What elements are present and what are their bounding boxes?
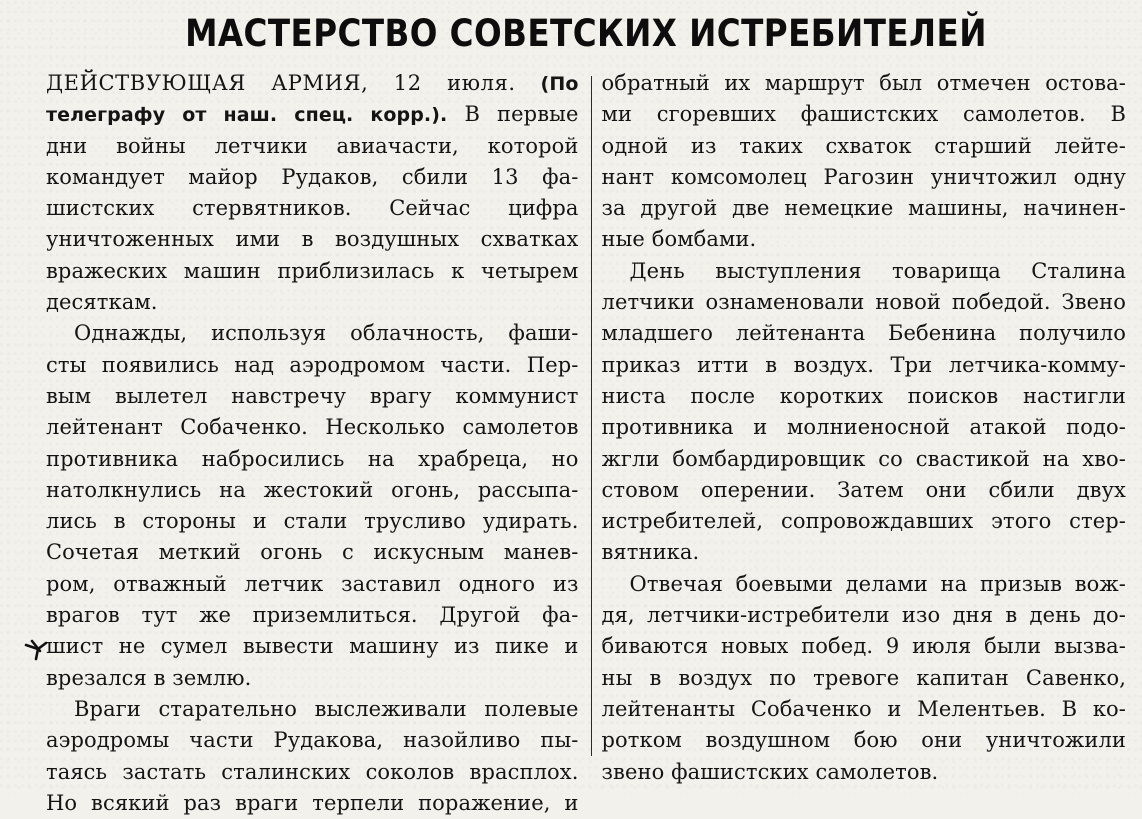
text-line: таясь застать сталинских соколов врасплох. bbox=[46, 759, 579, 784]
right-column bbox=[592, 68, 1127, 819]
text-line: вражеских машин приблизилась к четырем bbox=[46, 258, 579, 283]
text-line: десяткам. bbox=[46, 290, 158, 315]
text-line: сты появились над аэродромом части. Пер- bbox=[46, 352, 579, 377]
text-line: жгли бомбардировщик со свастикой на хво- bbox=[601, 446, 1126, 471]
text-line: шистских стервятников. Сейчас цифра bbox=[46, 196, 579, 221]
text-line: врезался в землю. bbox=[46, 665, 252, 690]
text-line: Отвечая боевыми делами на призыв вож- bbox=[629, 571, 1126, 596]
text-line: День выступления товарища Сталина bbox=[629, 258, 1126, 283]
dateline-source-end: телеграфу от наш. спец. корр.). bbox=[46, 104, 448, 127]
text-line: ми сгоревших фашистских самолетов. В bbox=[601, 102, 1126, 127]
text-line: противника набросились на храбреца, но bbox=[46, 446, 579, 471]
dateline-place: ДЕЙСТВУЮЩАЯ АРМИЯ, 12 июля. bbox=[46, 71, 516, 95]
headline: МАСТЕРСТВО СОВЕТСКИХ ИСТРЕБИТЕЛЕЙ bbox=[185, 12, 987, 55]
text-line: младшего лейтенанта Бебенина получило bbox=[601, 321, 1126, 346]
text-line: биваются новых побед. 9 июля были вызва- bbox=[601, 634, 1126, 659]
text-line: аэродромы части Рудакова, назойливо пы- bbox=[46, 728, 579, 753]
text-line: обратный их маршрут был отмечен остова- bbox=[601, 71, 1126, 95]
text-line: уничтоженных ими в воздушных схватках bbox=[46, 227, 579, 252]
text-line: одной из таких схваток старший лейте- bbox=[601, 133, 1126, 158]
text-line: Но всякий раз враги терпели поражение, и bbox=[46, 790, 579, 815]
text-line: натолкнулись на жестокий огонь, рассыпа- bbox=[46, 477, 579, 502]
text-line: за другой две немецкие машины, начинен- bbox=[601, 196, 1126, 221]
text-line: лись в стороны и стали трусливо удирать. bbox=[46, 509, 579, 534]
text-line: Однажды, используя облачность, фаши- bbox=[74, 321, 579, 346]
text-line: летчики ознаменовали новой победой. Звено bbox=[601, 290, 1126, 315]
text-line: стовом оперении. Затем они сбили двух bbox=[601, 477, 1126, 502]
text-line: звено фашистских самолетов. bbox=[601, 759, 939, 784]
text-line: истребителей, сопровождавших этого стер- bbox=[601, 509, 1126, 534]
text-line: нант комсомолец Рагозин уничтожил одну bbox=[601, 164, 1126, 189]
left-column bbox=[46, 68, 591, 819]
text-line: Сочетая меткий огонь с искусным манев- bbox=[46, 540, 579, 565]
dateline-source-start: (По bbox=[540, 73, 579, 95]
dateline-line-1 bbox=[46, 68, 579, 99]
text-line: врагов тут же приземлиться. Другой фа- bbox=[46, 603, 579, 628]
text-line: командует майор Рудаков, сбили 13 фа- bbox=[46, 164, 579, 189]
text-line: ром, отважный летчик заставил одного из bbox=[46, 571, 579, 596]
text-line: ниста после коротких поисков настигли bbox=[601, 383, 1126, 408]
ink-mark-icon bbox=[24, 637, 50, 661]
text-line: ные бомбами. bbox=[601, 227, 757, 252]
text-line: шист не сумел вывести машину из пике и bbox=[46, 634, 579, 659]
text-line: ны в воздух по тревоге капитан Савенко, bbox=[601, 665, 1126, 690]
text-line: противника и молниеносной атакой подо- bbox=[601, 415, 1126, 440]
text-line: ротком воздушном бою они уничтожили bbox=[601, 728, 1126, 753]
text-line: В первые bbox=[464, 102, 579, 127]
text-line: лейтенанты Собаченко и Мелентьев. В ко- bbox=[601, 696, 1126, 721]
text-line: дни войны летчики авиачасти, которой bbox=[46, 133, 579, 158]
text-line: вым вылетел навстречу врагу коммунист bbox=[46, 383, 579, 408]
text-line: приказ итти в воздух. Три летчика-комму- bbox=[601, 352, 1126, 377]
text-line: лейтенант Собаченко. Несколько самолетов bbox=[46, 415, 579, 440]
text-line: вятника. bbox=[601, 540, 700, 565]
text-line: Враги старательно выслеживали полевые bbox=[74, 696, 579, 721]
article-body bbox=[46, 68, 1126, 819]
dateline-line-2 bbox=[46, 99, 579, 130]
text-line: дя, летчики-истребители изо дня в день до- bbox=[601, 603, 1126, 628]
